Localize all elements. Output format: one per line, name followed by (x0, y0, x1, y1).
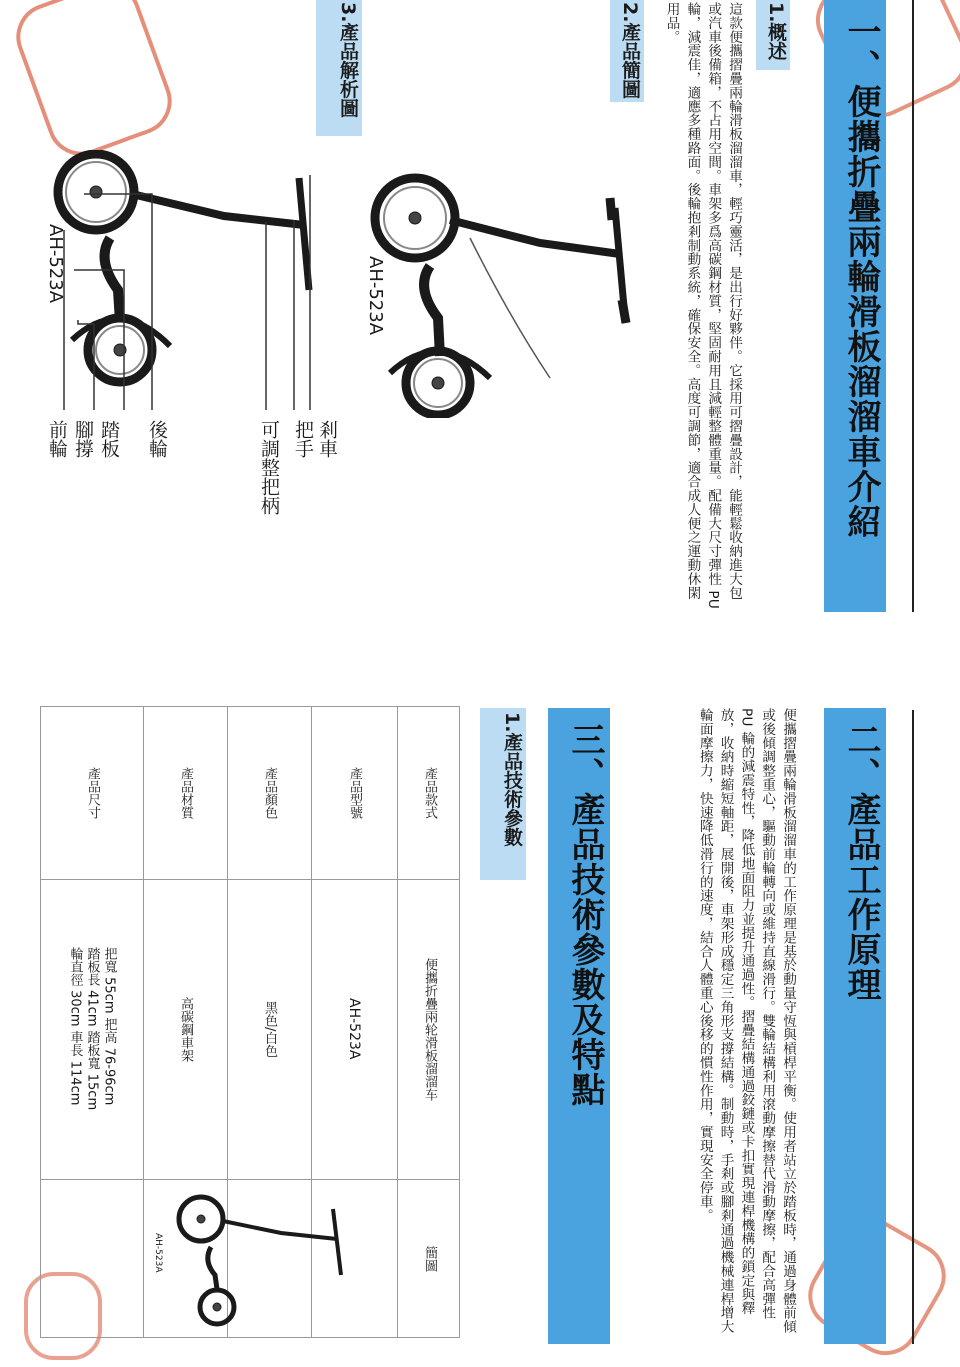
section1-rule (912, 0, 914, 612)
spec-table (40, 706, 460, 1338)
section2-rule (912, 710, 914, 1344)
table-row-model-value: AH-523A (346, 998, 362, 1060)
table-scooter-image (171, 1191, 351, 1331)
section2-title: 二、產品工作原理 (824, 708, 886, 1344)
table-row-material-value: 高碳鋼車架 (178, 996, 193, 1062)
overview-label: 1.概述 (756, 0, 790, 70)
table-row-style-label: 產品款式 (422, 767, 437, 819)
table-image-model: AH-523A (153, 1233, 163, 1273)
part-rear-wheel: 後輪 (146, 420, 168, 458)
part-handle: 把手 (292, 420, 314, 458)
part-brake: 剎車 (316, 420, 338, 458)
table-row-model-label: 產品型號 (347, 767, 362, 819)
table-row-color-label: 產品顏色 (262, 767, 277, 819)
product-image-label: 2.產品簡圖 (610, 0, 644, 102)
scooter-image-1 (360, 168, 640, 418)
product-model-label-2: AH-523A (45, 224, 66, 304)
overview-text: 這款便攜摺疊兩輪滑板溜溜車，輕巧靈活，是出行好夥伴。它採用可摺疊設計，能輕鬆收納進大包或汽車後備箱，不占用空間。車架多爲高碳鋼材質，堅固耐用且減輕整體重量。配備大尺寸彈性 PU 輪，減震佳，適應多種路面。後輪抱剎制動系統，確保安全。高度可調節，適合成人便之運動休閑用品。 (663, 2, 742, 610)
part-front-wheel: 前輪 (46, 420, 68, 458)
seal-stamp-top-left (7, 0, 181, 165)
section1-title: 一、便攜折疊兩輪滑板溜溜車介紹 (824, 0, 886, 612)
working-principle-text: 便攜摺疊兩輪滑板溜溜車的工作原理是基於動量守恆與槓桿平衡。使用者站立於踏板時，通過身體前傾或後傾調整重心，驅動前輪轉向或維持直線滑行。雙輪結構利用滾動摩擦替代滑動摩擦，配合高彈性 PU 輪的減震特性，降低地面阻力並提升通過性。摺疊結構通過鉸鏈或卡扣實現連桿機構的鎖定與釋放，收納時縮短軸距，展開後，車架形成穩定三角形支撐結構。制動時，手剎或腳剎通過機械連桿增大輪面摩擦力，快速降低滑行的速度，結合人體重心後移的慣性作用，實現安全停車。 (696, 708, 796, 1334)
table-image-header: 簡圖 (422, 1246, 437, 1272)
table-row-size-value (41, 879, 143, 1179)
section3-title: 三、產品技術參數及特點 (548, 708, 610, 1344)
product-model-label-1: AH-523A (365, 256, 386, 336)
size-line-3: 輪直徑 30cm 車長 114cm (67, 947, 83, 1106)
scooter-image-2 (44, 150, 324, 410)
scooter-drawing (375, 178, 626, 415)
params-label: 1.產品技術參數 (480, 708, 526, 880)
part-pedal: 踏板 (98, 420, 120, 458)
table-row-material-label: 產品材質 (178, 767, 193, 819)
size-line-2: 踏板長 41cm 踏板寬 15cm (84, 947, 100, 1111)
part-kickstand: 腳撐 (72, 420, 94, 458)
analysis-label: 3.產品解析圖 (316, 0, 362, 136)
part-adjustable-stem: 可調整把柄 (258, 420, 280, 515)
table-row-style-value: 便攜折疊兩轮滑板溜溜车 (422, 957, 437, 1101)
table-row-size-label: 產品尺寸 (85, 767, 100, 819)
size-line-1: 把寬 55cm 把高 76-96cm (101, 947, 117, 1106)
table-row-color-value: 黑色/白色 (262, 1000, 277, 1058)
